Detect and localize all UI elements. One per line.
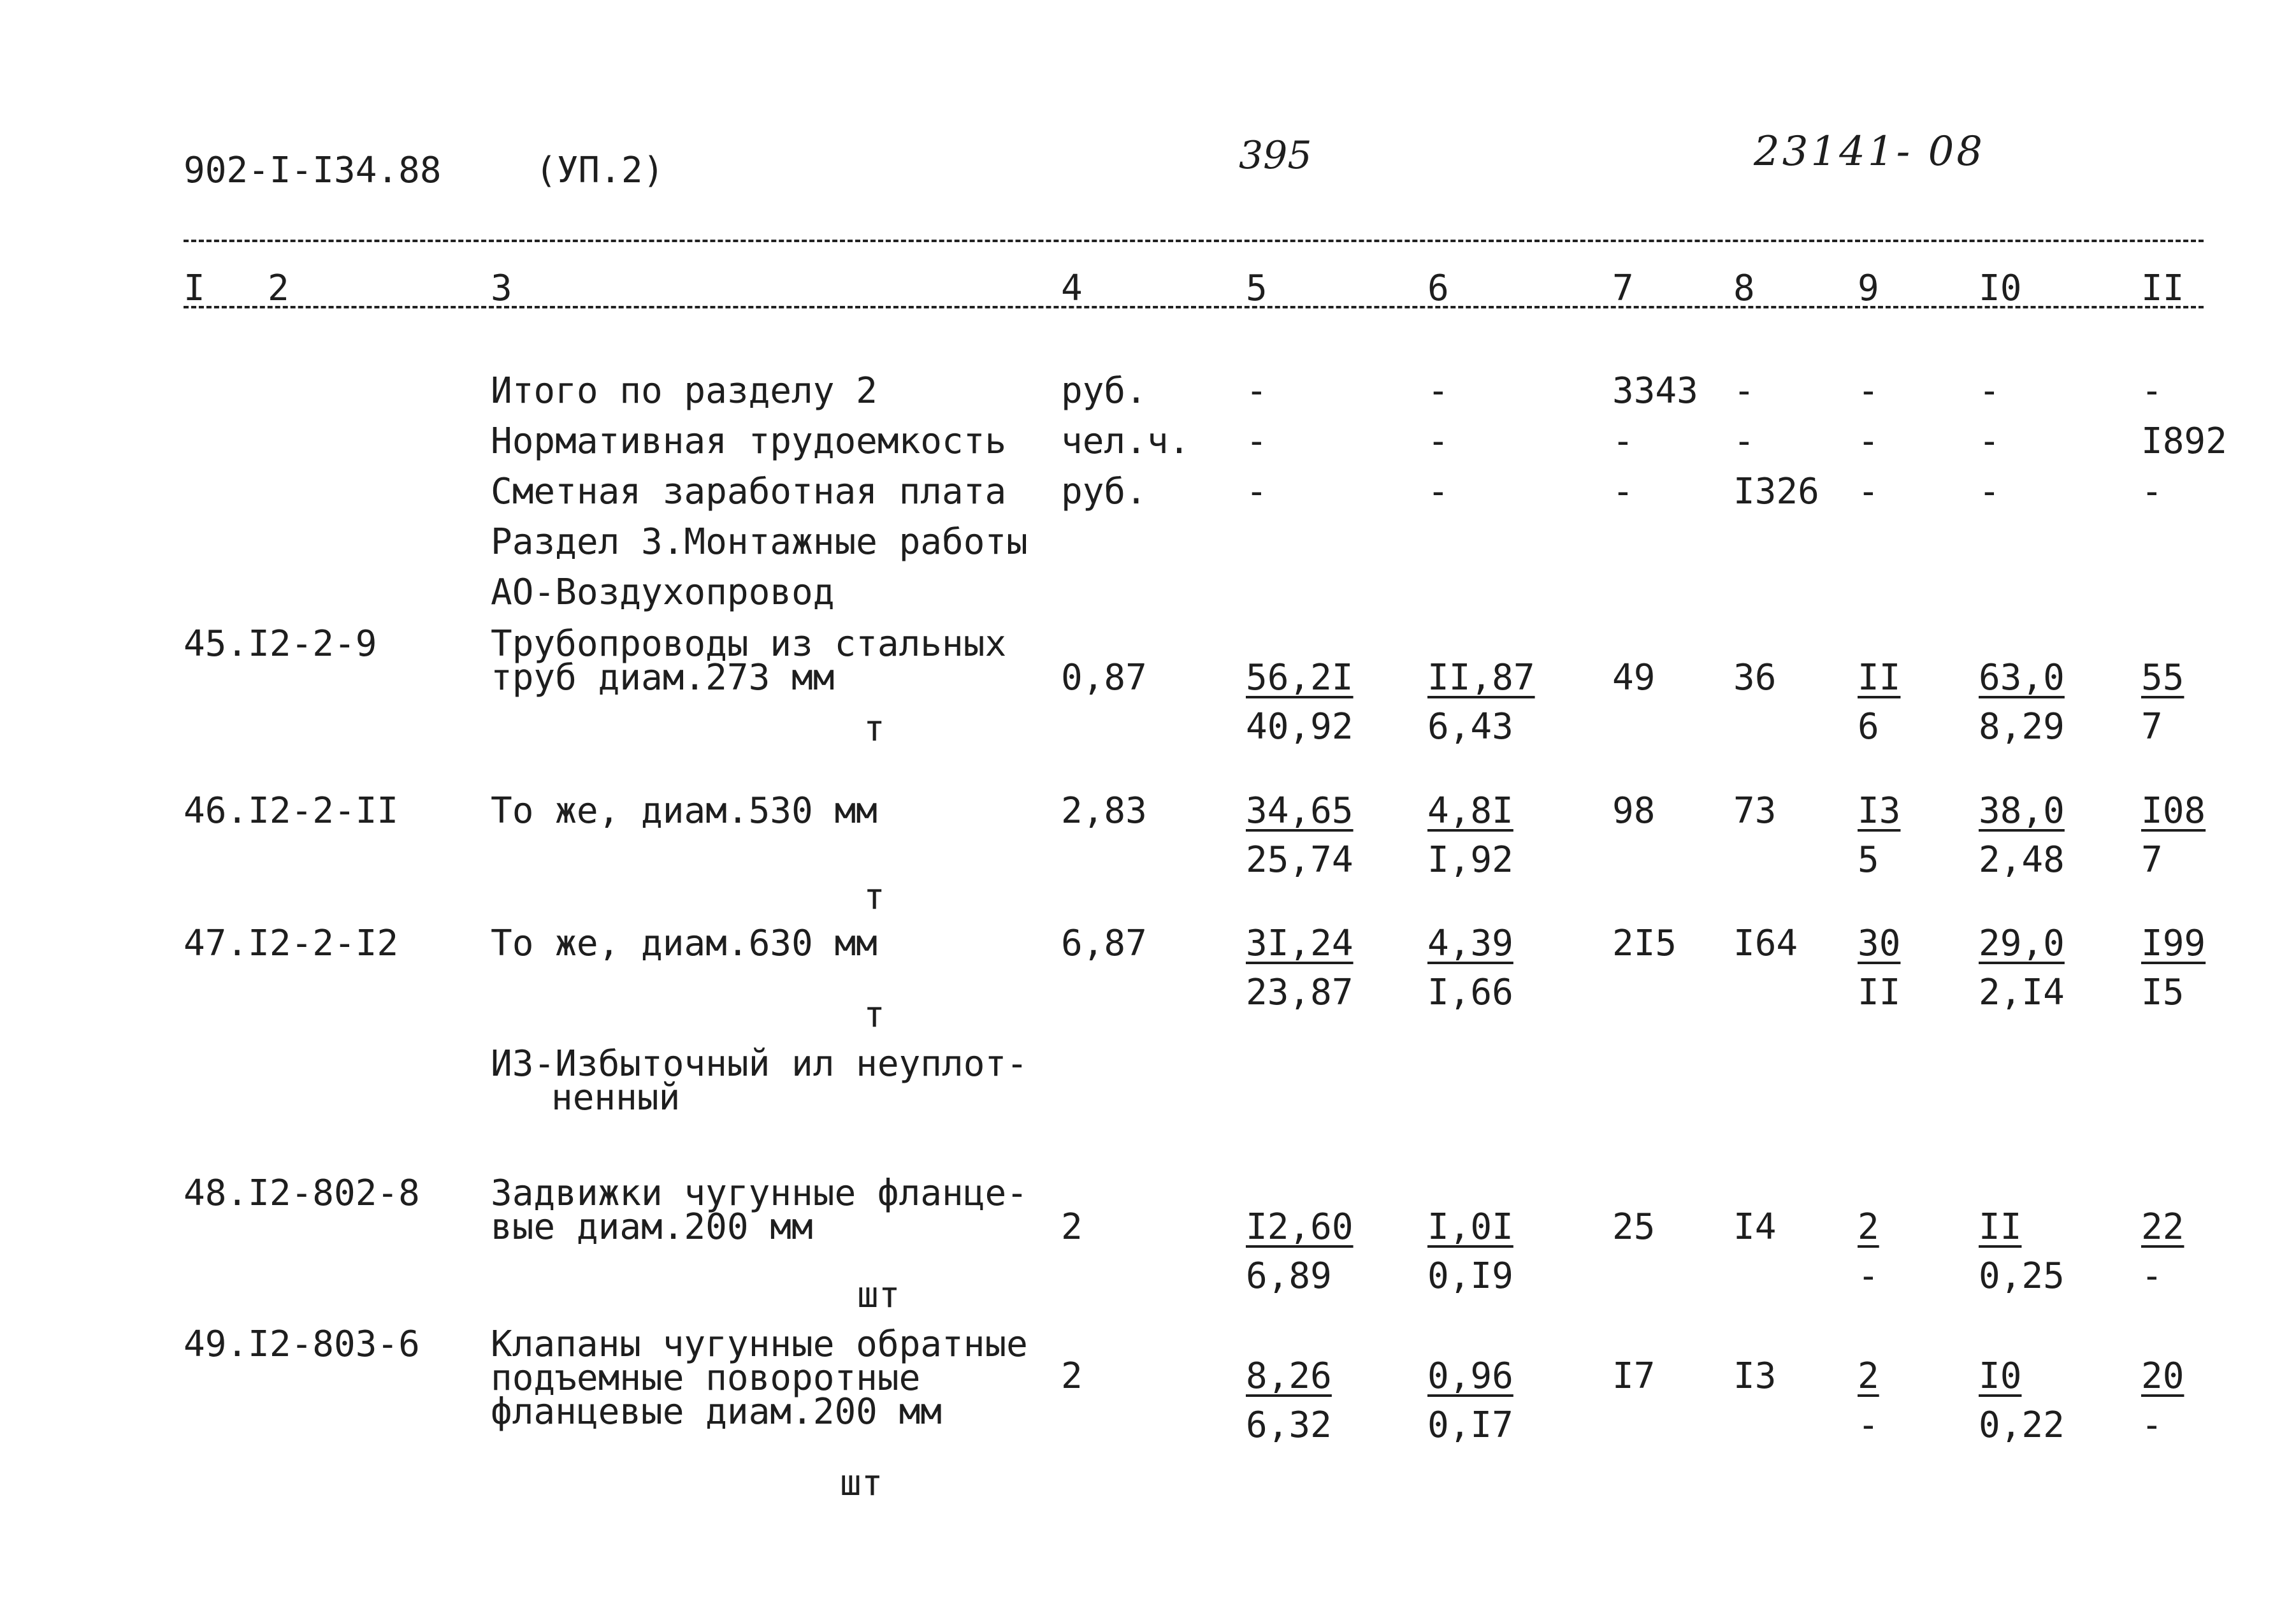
cell-top: I3 (1858, 790, 1901, 832)
summary-cell: - (1858, 421, 1879, 462)
col-num: 4 (1061, 268, 1083, 309)
summary-cell: - (1612, 471, 1634, 512)
summary-label: Итого по разделу 2 (491, 370, 877, 412)
album-number: (УП.2) (535, 150, 665, 191)
cell: 49 (1612, 657, 1656, 698)
col-num: II (2141, 268, 2184, 309)
row-unit: т (863, 994, 885, 1036)
summary-cell: 3343 (1612, 370, 1698, 412)
cell-top: 2 (1858, 1355, 1879, 1397)
summary-cell: - (1427, 421, 1449, 462)
cell-bottom: 25,74 (1246, 839, 1354, 881)
row-desc: Клапаны чугунные обратные (491, 1324, 1028, 1365)
group-title-a0: АО-Воздухопровод (491, 572, 835, 613)
header-rule-bottom (184, 306, 2204, 308)
summary-cell: - (1427, 370, 1449, 412)
row-desc: То же, диам.530 мм (491, 790, 877, 832)
cell-bottom: 5 (1858, 839, 1879, 881)
cell-top: 22 (2141, 1206, 2184, 1248)
cell-top: 38,0 (1979, 790, 2065, 832)
summary-cell: - (1246, 471, 1267, 512)
row-code: 48.I2-802-8 (184, 1173, 420, 1214)
cell-bottom: - (2141, 1255, 2163, 1297)
cell-top: 0,96 (1427, 1355, 1513, 1397)
cell: 25 (1612, 1206, 1656, 1248)
cell-top: 2 (1858, 1206, 1879, 1248)
col-num: 6 (1427, 268, 1449, 309)
summary-cell: - (1427, 471, 1449, 512)
cell-bottom: 23,87 (1246, 972, 1354, 1013)
cell-top: 4,39 (1427, 923, 1513, 964)
summary-cell: I326 (1733, 471, 1819, 512)
cell: I7 (1612, 1355, 1656, 1397)
cell-bottom: 2,I4 (1979, 972, 2065, 1013)
cell-top: 55 (2141, 657, 2184, 698)
row-desc: фланцевые диам.200 мм (491, 1391, 942, 1433)
section-title: Раздел 3.Монтажные работы (491, 521, 1028, 563)
cell-bottom: - (1858, 1255, 1879, 1297)
summary-cell: - (1612, 421, 1634, 462)
cell-bottom: 6,89 (1246, 1255, 1332, 1297)
row-unit: шт (857, 1275, 900, 1316)
cell-bottom: 2,48 (1979, 839, 2065, 881)
row-unit: т (863, 708, 885, 749)
cell-bottom: - (2141, 1405, 2163, 1446)
summary-cell: - (1979, 421, 2000, 462)
summary-cell: I892 (2141, 421, 2227, 462)
cell: 73 (1733, 790, 1777, 832)
cell-bottom: 0,I7 (1427, 1405, 1513, 1446)
col-num: 8 (1733, 268, 1755, 309)
summary-cell: - (1733, 370, 1755, 412)
cell-top: 34,65 (1246, 790, 1354, 832)
cell-top: 56,2I (1246, 657, 1354, 698)
row-code: 46.I2-2-II (184, 790, 399, 832)
summary-cell: - (1858, 370, 1879, 412)
cell-top: 29,0 (1979, 923, 2065, 964)
cell-top: 3I,24 (1246, 923, 1354, 964)
page-number: 395 (1239, 133, 1312, 178)
cell-top: I2,60 (1246, 1206, 1354, 1248)
cell-top: 20 (2141, 1355, 2184, 1397)
cell-top: II (1979, 1206, 2022, 1248)
cell-bottom: 6,32 (1246, 1405, 1332, 1446)
doc-code: 902-I-I34.88 (184, 150, 442, 191)
row-desc: Задвижки чугунные фланце- (491, 1173, 1028, 1214)
col-num: 2 (268, 268, 289, 309)
cell-bottom: I,92 (1427, 839, 1513, 881)
cell: I3 (1733, 1355, 1777, 1397)
summary-cell: - (2141, 471, 2163, 512)
row-code: 49.I2-803-6 (184, 1324, 420, 1365)
header-rule-top (184, 240, 2204, 242)
summary-unit: чел.ч. (1061, 421, 1190, 462)
row-desc: подъемные поворотные (491, 1357, 921, 1399)
summary-cell: - (1858, 471, 1879, 512)
cell-bottom: I,66 (1427, 972, 1513, 1013)
summary-cell: - (1979, 471, 2000, 512)
summary-unit: руб. (1061, 370, 1147, 412)
row-code: 47.I2-2-I2 (184, 923, 399, 964)
summary-cell: - (1246, 370, 1267, 412)
row-desc: Трубопроводы из стальных (491, 623, 1007, 665)
row-desc: вые диам.200 мм (491, 1206, 813, 1248)
cell-bottom: 0,I9 (1427, 1255, 1513, 1297)
row-qty: 6,87 (1061, 923, 1147, 964)
cell-bottom: 6,43 (1427, 706, 1513, 748)
summary-label: Сметная заработная плата (491, 471, 1007, 512)
row-qty: 2 (1061, 1355, 1083, 1397)
row-qty: 2,83 (1061, 790, 1147, 832)
row-desc: труб диам.273 мм (491, 657, 835, 698)
cell-top: 63,0 (1979, 657, 2065, 698)
cell-top: 4,8I (1427, 790, 1513, 832)
cell-top: I0 (1979, 1355, 2022, 1397)
cell-bottom: 7 (2141, 839, 2163, 881)
cell-top: II,87 (1427, 657, 1535, 698)
cell-top: I08 (2141, 790, 2206, 832)
summary-cell: - (1979, 370, 2000, 412)
row-unit: шт (840, 1463, 883, 1504)
col-num: I (184, 268, 205, 309)
summary-unit: руб. (1061, 471, 1147, 512)
col-num: I0 (1979, 268, 2022, 309)
summary-cell: - (1733, 421, 1755, 462)
col-num: 3 (491, 268, 512, 309)
cell: 98 (1612, 790, 1656, 832)
cell-bottom: 8,29 (1979, 706, 2065, 748)
summary-cell: - (1246, 421, 1267, 462)
summary-label: Нормативная трудоемкость (491, 421, 1007, 462)
summary-cell: - (2141, 370, 2163, 412)
cell-bottom: 0,25 (1979, 1255, 2065, 1297)
col-num: 9 (1858, 268, 1879, 309)
cell-top: I,0I (1427, 1206, 1513, 1248)
row-qty: 2 (1061, 1206, 1083, 1248)
group-title-i3-cont: ненный (551, 1077, 681, 1118)
row-unit: т (863, 876, 885, 918)
group-title-i3: ИЗ-Избыточный ил неуплот- (491, 1043, 1028, 1085)
row-desc: То же, диам.630 мм (491, 923, 877, 964)
cell-top: II (1858, 657, 1901, 698)
cell-bottom: 0,22 (1979, 1405, 2065, 1446)
cell: I64 (1733, 923, 1798, 964)
cell-top: 8,26 (1246, 1355, 1332, 1397)
cell-top: 30 (1858, 923, 1901, 964)
cell-bottom: II (1858, 972, 1901, 1013)
cell: I4 (1733, 1206, 1777, 1248)
cell-bottom: I5 (2141, 972, 2184, 1013)
col-num: 5 (1246, 268, 1267, 309)
cell-bottom: 7 (2141, 706, 2163, 748)
cell-top: I99 (2141, 923, 2206, 964)
inventory-number: 23141- 08 (1754, 128, 1985, 175)
cell-bottom: 40,92 (1246, 706, 1354, 748)
cell-bottom: 6 (1858, 706, 1879, 748)
row-qty: 0,87 (1061, 657, 1147, 698)
row-code: 45.I2-2-9 (184, 623, 377, 665)
cell: 2I5 (1612, 923, 1677, 964)
cell: 36 (1733, 657, 1777, 698)
cell-bottom: - (1858, 1405, 1879, 1446)
col-num: 7 (1612, 268, 1634, 309)
